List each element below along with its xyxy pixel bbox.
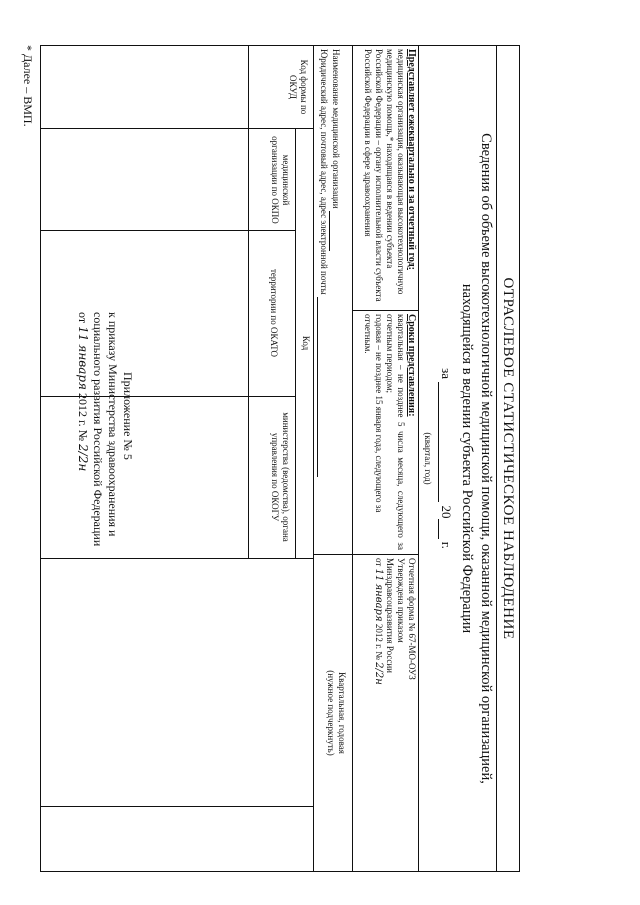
divider-right-2 [313,554,314,871]
period-year-prefix: 20 [439,505,454,519]
mid-block-p2: годовая – не позднее 15 января года, следующего за отчетным. [363,314,384,513]
form-frame [40,45,520,872]
appendix-number: 2/2н [76,444,90,472]
codes-v3 [41,396,296,397]
approval-date-prefix: от [374,558,384,567]
left-block-p2: Российской Федерации – органу исполнительной власти субъекта Российской Федерации в сфере здравоохранения [363,49,384,302]
period-year-field[interactable] [438,519,455,539]
period-year-suffix: г. [439,541,454,549]
codes-header-bottom [248,46,249,558]
approval-day: 11 [373,568,384,582]
divider-v1 [353,310,419,311]
appendix-line2: к приказу Министерства здравоохранения и [106,312,120,537]
mid-block [357,314,417,550]
form-banner: ОТРАСЛЕВОЕ СТАТИСТИЧЕСКОЕ НАБЛЮДЕНИЕ [496,46,519,871]
okato-header: территории по ОКАТО [269,268,279,358]
appendix-line3: социального развития Российской Федерации [91,312,105,547]
period-quarter-field[interactable] [438,382,455,502]
kod-header: Код [301,335,311,351]
appendix-date-prefix: от [76,312,90,324]
codes-v2 [41,230,296,231]
form-number: Отчетная форма № 67-МО-ОУЗ [407,558,417,680]
appendix-year: 2012 г. № [76,393,90,442]
org-name-field[interactable] [329,211,341,251]
footnote: * Далее – ВМП. [21,45,35,127]
divider-mid [352,46,353,554]
form-title [457,46,495,871]
divider-top [418,46,419,871]
appendix-line1: Приложение № 5 [121,372,135,460]
codes-v5 [41,806,314,807]
org-name-row [329,49,341,549]
approval-year: 2012 г. № [374,623,384,660]
periodicity: Квартальная, годовая [337,672,347,754]
form-title-line1: Сведения об объеме высокотехнологичной медицинской помощи, оказанной медицинской организацией, [478,133,494,784]
org-address-field[interactable] [317,297,329,477]
okud-header: Код формы по ОКУД [288,59,309,115]
okpo-header: медицинской организации по ОКПО [270,136,291,224]
divider-v2 [314,554,419,555]
codes-v4 [41,558,314,559]
left-block-heading: Представляет ежеквартально и за отчетный год: [406,49,417,270]
appendix-day: 11 [76,326,90,342]
approval-number: 2/2н [373,662,384,685]
approval-month: января [373,583,384,622]
org-name-label: Наименование медицинской организации [331,49,341,209]
codes-header-top [313,128,314,558]
period-hint: (квартал, год) [423,432,433,485]
periodicity-hint: (нужное подчеркнуть) [326,670,336,756]
form-title-line2: находящейся в ведении субъекта Российской Федерации [459,283,475,634]
codes-v1 [41,128,314,129]
approved-by: Утверждена приказом [396,558,406,643]
left-block-p1: медицинская организация, оказывающая высокотехнологичную медицинскую помощь,* находящаяся в ведении субъекта [385,49,406,295]
okogu-header: министерства (ведомства), органа управления по ОКОГУ [270,412,291,542]
right-block [357,558,417,870]
org-address-label: Юридический адрес, почтовый адрес, адрес электронной почты [319,49,329,295]
appendix-month: января [76,344,90,390]
divider-right-1 [352,554,353,871]
period-za: за [439,368,454,380]
org-address-row [317,49,329,549]
mid-block-heading: Сроки представления: [406,314,417,417]
ministry: Минздравсоцразвития России [385,558,395,673]
left-block [357,49,417,307]
approval-date [373,558,384,870]
periodicity-cell [325,558,347,868]
codes-sub-top [295,128,296,558]
mid-block-p1: квартальная – не позднее 5 числа месяца, следующего за отчетным периодом; [385,314,406,550]
period-line [438,46,455,871]
